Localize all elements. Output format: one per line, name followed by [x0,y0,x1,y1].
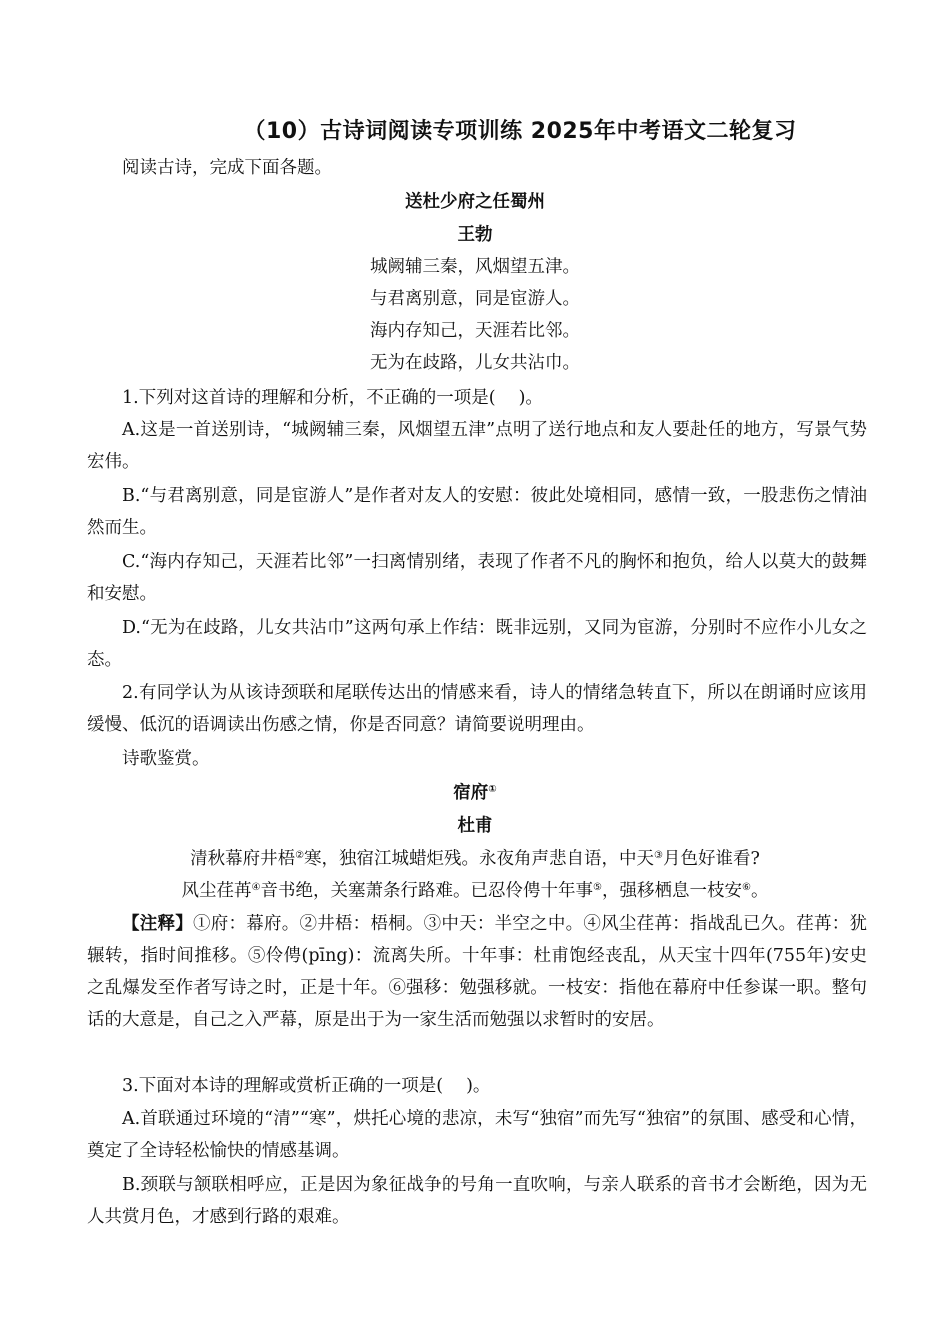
question-1-option-c: C.“海内存知己，天涯若比邻”一扫离情别绪，表现了作者不凡的胸怀和抱负，给人以莫大的鼓舞和安慰。 [87,552,867,604]
question-3-option-b: B.颈联与颔联相呼应，正是因为象征战争的号角一直吹响，与亲人联系的音书才会断绝，因为无人共赏月色，才感到行路的艰难。 [87,1175,867,1227]
poem1-title: 送杜少府之任蜀州 [405,192,545,212]
notes-label: 【注释】 [122,914,193,934]
notes-text: ①府：幕府。②井梧：梧桐。③中天：半空之中。④风尘荏苒：指战乱已久。荏苒：犹辗转，指时间推移。⑤伶俜(pīng)：流离失所。十年事：杜甫饱经丧乱，从天宝十四年(755年)安史之乱爆发至作者写诗之时，正是十年。⑥强移：勉强移就。一枝安：指他在幕府中任参谋一职。整句话的大意是，自己之入严幕，原是出于为一家生活而勉强以求暂时的安居。 [87,914,868,1030]
poem1-line: 城阙辅三秦，风烟望五津。 [370,257,580,277]
question-1-option-d: D.“无为在歧路，儿女共沾巾”这两句承上作结：既非远别，又同为宦游，分别时不应作小儿女之态。 [87,618,867,670]
poem1-author: 王勃 [457,225,493,245]
question-3-stem: 3.下面对本诗的理解或赏析正确的一项是( )。 [122,1076,491,1096]
poem1-line: 无为在歧路，儿女共沾巾。 [370,353,580,373]
instruction-1: 阅读古诗，完成下面各题。 [122,158,332,178]
poem1-line: 与君离别意，同是宦游人。 [370,289,580,309]
question-1-option-b: B.“与君离别意，同是宦游人”是作者对友人的安慰：彼此处境相同，感情一致，一股悲伤之情油然而生。 [87,486,867,538]
footnote-mark: ③ [654,850,664,861]
annotation-notes [87,908,867,1036]
footnote-mark: ⑤ [593,882,602,893]
instruction-2: 诗歌鉴赏。 [122,749,210,769]
question-1-stem: 1.下列对这首诗的理解和分析，不正确的一项是( )。 [122,388,543,408]
footnote-mark: ④ [251,882,261,893]
question-2: 2.有同学认为从该诗颈联和尾联传达出的情感来看，诗人的情绪急转直下，所以在朗诵时应该用缓慢、低沉的语调读出伤感之情，你是否同意？请简要说明理由。 [87,683,867,735]
footnote-mark: ② [295,850,305,861]
page-title: （10）古诗词阅读专项训练 2025年中考语文二轮复习 [243,119,797,144]
footnote-mark: ⑥ [741,882,751,893]
footnote-mark: ① [488,784,497,795]
question-3-option-a: A.首联通过环境的“清”“寒”，烘托心境的悲凉，未写“独宿”而先写“独宿”的氛围、感受和心情，奠定了全诗轻松愉快的情感基调。 [87,1109,867,1161]
poem2-line-2: 风尘荏苒④音书绝，关塞萧条行路难。已忍伶俜十年事⑤，强移栖息一枝安⑥。 [181,881,769,901]
poem2-author: 杜甫 [457,816,493,836]
poem1-line: 海内存知己，天涯若比邻。 [370,321,580,341]
question-1-option-a: A.这是一首送别诗，“城阙辅三秦，风烟望五津”点明了送行地点和友人要赴任的地方，写景气势宏伟。 [87,420,867,472]
poem2-title: 宿府① [453,783,497,803]
poem2-line-1: 清秋幕府井梧②寒，独宿江城蜡炬残。永夜角声悲自语，中天③月色好谁看? [190,849,760,869]
